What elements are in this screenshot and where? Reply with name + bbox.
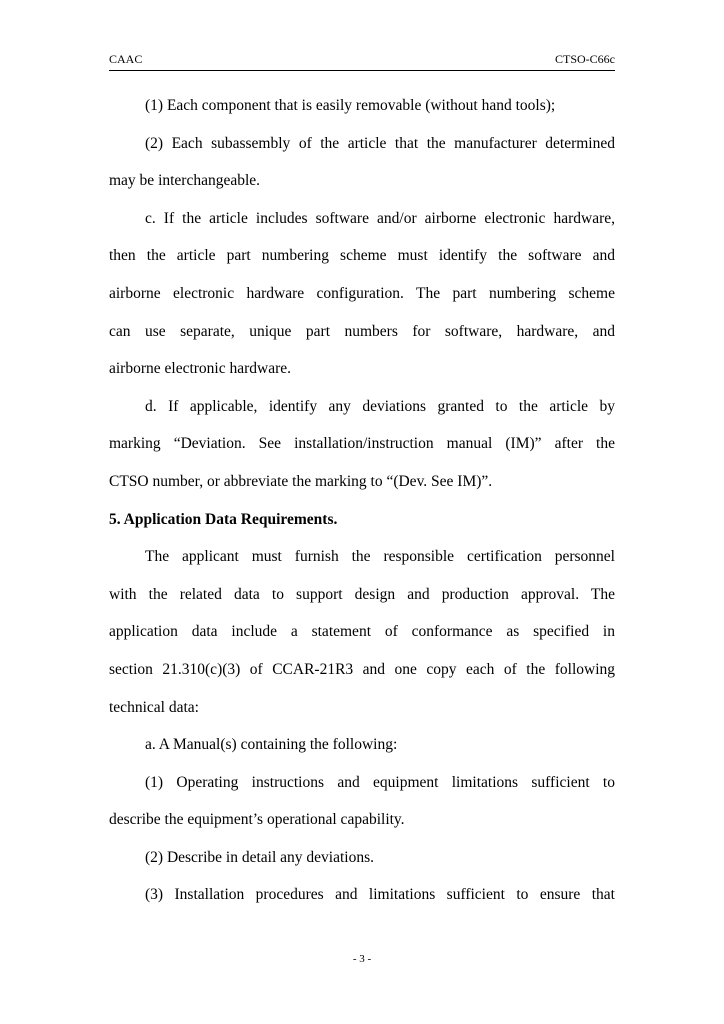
paragraph-line: d. If applicable, identify any deviations granted to the article by bbox=[145, 397, 615, 415]
paragraph-line: airborne electronic hardware. bbox=[109, 360, 292, 378]
paragraph-line: CTSO number, or abbreviate the marking to “(Dev. See IM)”. bbox=[109, 472, 493, 490]
header-document-id: CTSO-C66c bbox=[555, 52, 615, 66]
paragraph-line: application data include a statement of conformance as specified in bbox=[109, 623, 615, 641]
page-number: - 3 - bbox=[352, 953, 372, 965]
header-organization: CAAC bbox=[109, 52, 143, 66]
paragraph-line: can use separate, unique part numbers for software, hardware, and bbox=[109, 322, 615, 340]
document-body bbox=[109, 91, 615, 918]
paragraph-line: section 21.310(c)(3) of CCAR-21R3 and one copy each of the following bbox=[109, 660, 615, 678]
paragraph-line: (3) Installation procedures and limitations sufficient to ensure that bbox=[145, 886, 615, 904]
paragraph-line: (1) Operating instructions and equipment limitations sufficient to bbox=[145, 773, 615, 791]
paragraph-line: describe the equipment’s operational capability. bbox=[109, 811, 405, 829]
paragraph-line: airborne electronic hardware configuration. The part numbering scheme bbox=[109, 284, 615, 302]
paragraph-line: (2) Each subassembly of the article that the manufacturer determined bbox=[145, 134, 615, 152]
paragraph-line: may be interchangeable. bbox=[109, 172, 261, 190]
paragraph-line: c. If the article includes software and/or airborne electronic hardware, bbox=[145, 209, 615, 227]
paragraph-line: marking “Deviation. See installation/instruction manual (IM)” after the bbox=[109, 435, 615, 453]
paragraph-line: technical data: bbox=[109, 698, 199, 716]
paragraph-line: with the related data to support design and production approval. The bbox=[109, 585, 615, 603]
section-heading: 5. Application Data Requirements. bbox=[109, 510, 338, 528]
paragraph-line: (1) Each component that is easily removable (without hand tools); bbox=[145, 97, 556, 114]
page-header bbox=[109, 52, 615, 71]
paragraph-line: (2) Describe in detail any deviations. bbox=[145, 848, 374, 866]
paragraph-line: a. A Manual(s) containing the following: bbox=[145, 736, 398, 754]
paragraph-line: The applicant must furnish the responsible certification personnel bbox=[145, 548, 615, 566]
paragraph-line: then the article part numbering scheme must identify the software and bbox=[109, 247, 615, 265]
